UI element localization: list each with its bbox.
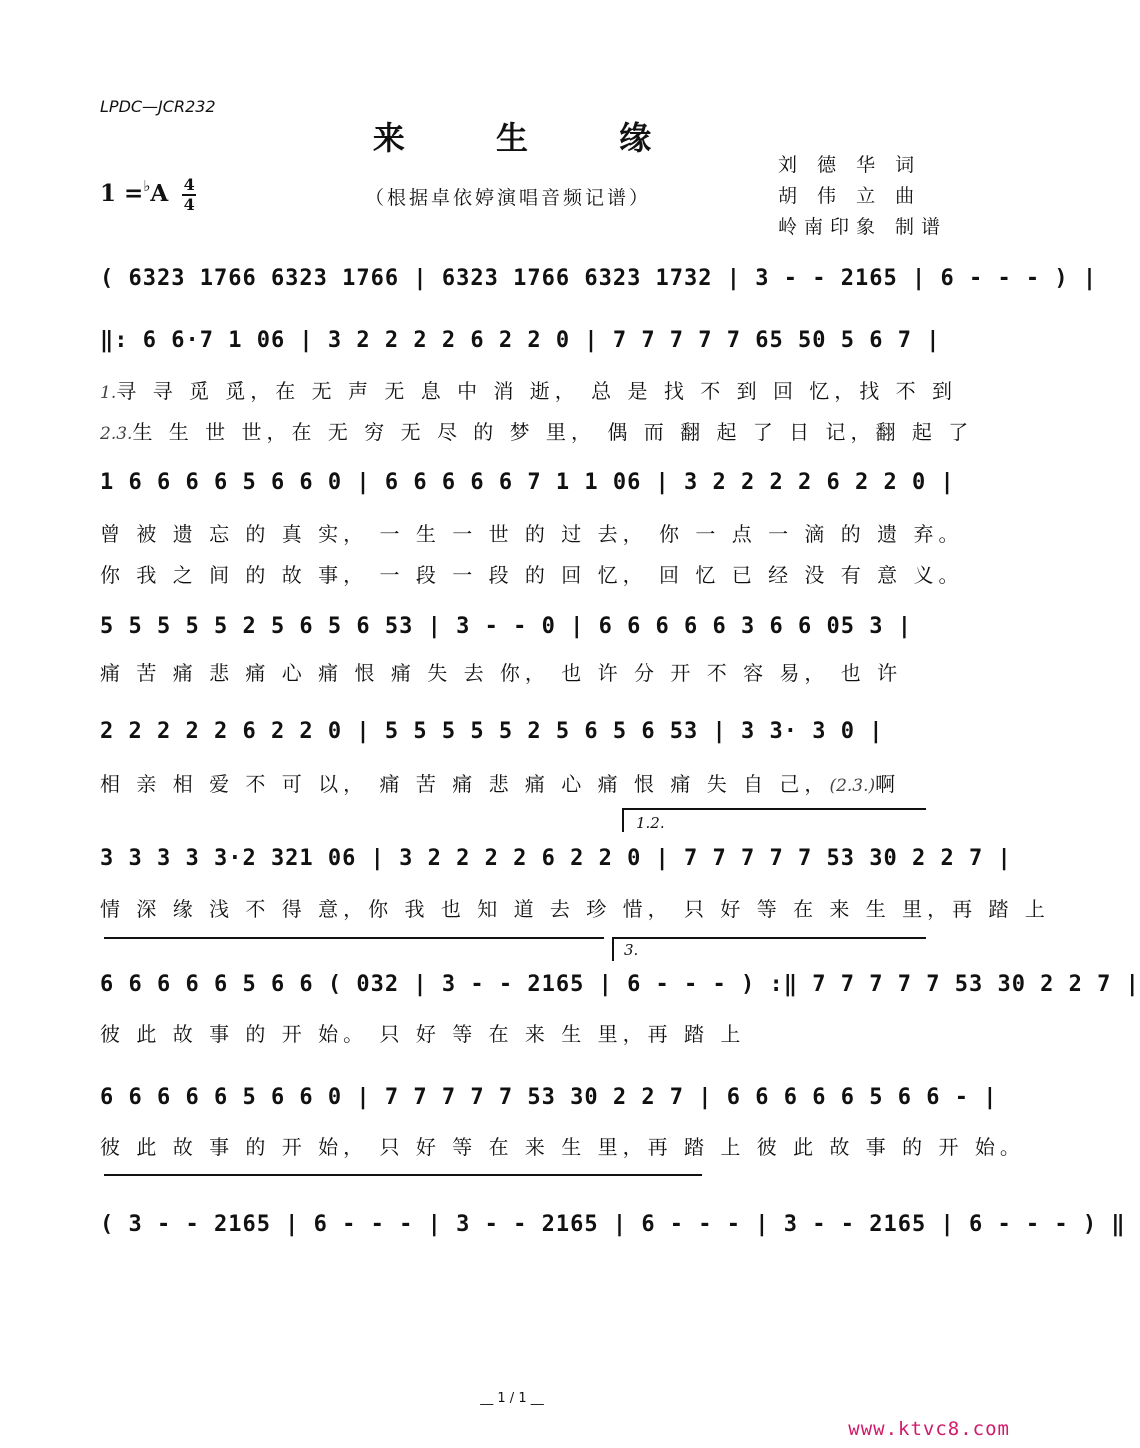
lyric-text: 寻 寻 觅 觅，在 无 声 无 息 中 消 逝， 总 是 找 不 到 回 忆，找 不 到 (116, 379, 958, 403)
lyric-text: 相 亲 相 爱 不 可 以， 痛 苦 痛 悲 痛 心 痛 恨 痛 失 自 己， (100, 772, 830, 796)
lyricist: 刘 德 华 词 (778, 154, 922, 176)
score-line-4: 5 5 5 5 5 2 5 6 5 6 53 | 3 - - 0 | 6 6 6 6 6 3 6 6 05 3 | (100, 614, 912, 639)
score-line-3: 1 6 6 6 6 5 6 6 0 | 6 6 6 6 6 7 1 1 06 | 3 2 2 2 2 6 2 2 0 | (100, 470, 955, 495)
lyric-text-end: 啊 (875, 772, 901, 796)
key-signature (100, 177, 196, 213)
volta-bracket-3 (612, 937, 926, 939)
composer: 胡 伟 立 曲 (778, 185, 922, 207)
score-line-9: ( 3 - - 2165 | 6 - - - | 3 - - 2165 | 6 - - - | 3 - - 2165 | 6 - - - ) ‖ (100, 1212, 1126, 1237)
coda-bracket (104, 1174, 702, 1176)
lyric-line-5 (100, 768, 926, 797)
volta-bracket-1-cont (104, 937, 604, 939)
page-title: 来 生 缘 (372, 119, 692, 157)
source-note: （根据卓依婷演唱音频记谱） (365, 187, 652, 209)
lyric-text: 生 生 世 世，在 无 穷 无 尽 的 梦 里， 偶 而 翻 起 了 日 记，翻 起 了 (132, 420, 974, 444)
flat-sign: ♭ (143, 177, 151, 195)
arranger: 岭南印象 制谱 (778, 216, 948, 238)
lyric-line-2b (100, 416, 974, 445)
volta-label-3: 3. (624, 941, 639, 959)
lyric-line-3a: 曾 被 遗 忘 的 真 实， 一 生 一 世 的 过 去， 你 一 点 一 滴 的 遗 弃。 (100, 522, 964, 546)
page-number: __ 1 / 1 __ (480, 1391, 544, 1406)
score-line-8: 6 6 6 6 6 5 6 6 0 | 7 7 7 7 7 53 30 2 2 7 | 6 6 6 6 6 5 6 6 - | (100, 1085, 998, 1110)
key-tonic: A (150, 180, 169, 207)
volta-bracket-1 (622, 808, 926, 810)
credits (778, 150, 947, 243)
time-top: 4 (183, 175, 195, 194)
verse-tag: (2.3.) (829, 776, 876, 796)
volta-label-12: 1.2. (636, 814, 665, 832)
score-code: LPDC—JCR232 (100, 97, 216, 116)
key-prefix: 1 = (100, 180, 144, 207)
lyric-line-4: 痛 苦 痛 悲 痛 心 痛 恨 痛 失 去 你， 也 许 分 开 不 容 易， 也 许 (100, 661, 903, 685)
lyric-line-6: 情 深 缘 浅 不 得 意，你 我 也 知 道 去 珍 惜， 只 好 等 在 来 生 里，再 踏 上 (100, 897, 1050, 921)
score-line-6: 3 3 3 3 3·2 321 06 | 3 2 2 2 2 6 2 2 0 | 7 7 7 7 7 53 30 2 2 7 | (100, 846, 1012, 871)
score-line-2: ‖: 6 6·7 1 06 | 3 2 2 2 2 6 2 2 0 | 7 7 7 7 7 65 50 5 6 7 | (100, 328, 941, 353)
verse-number: 2.3. (100, 424, 133, 444)
score-line-5: 2 2 2 2 2 6 2 2 0 | 5 5 5 5 5 2 5 6 5 6 53 | 3 3· 3 0 | (100, 719, 884, 744)
watermark: www.ktvc8.com (848, 1418, 1010, 1440)
lyric-line-7: 彼 此 故 事 的 开 始。 只 好 等 在 来 生 里，再 踏 上 (100, 1022, 746, 1046)
score-line-1: ( 6323 1766 6323 1766 | 6323 1766 6323 1732 | 3 - - 2165 | 6 - - - ) | (100, 266, 1098, 291)
lyric-line-3b: 你 我 之 间 的 故 事， 一 段 一 段 的 回 忆， 回 忆 已 经 没 有 意 义。 (100, 563, 964, 587)
score-line-7: 6 6 6 6 6 5 6 6 ( 032 | 3 - - 2165 | 6 - - - ) :‖ 7 7 7 7 7 53 30 2 2 7 | (100, 972, 1140, 997)
time-bottom: 4 (183, 195, 195, 214)
lyric-line-2a (100, 375, 958, 404)
lyric-line-8: 彼 此 故 事 的 开 始， 只 好 等 在 来 生 里，再 踏 上 彼 此 故 事 的 开 始。 (100, 1135, 1025, 1159)
time-signature (182, 177, 196, 213)
volta-bracket-1-edge (622, 808, 624, 832)
volta-bracket-3-edge (612, 937, 614, 961)
verse-number: 1. (100, 383, 117, 403)
